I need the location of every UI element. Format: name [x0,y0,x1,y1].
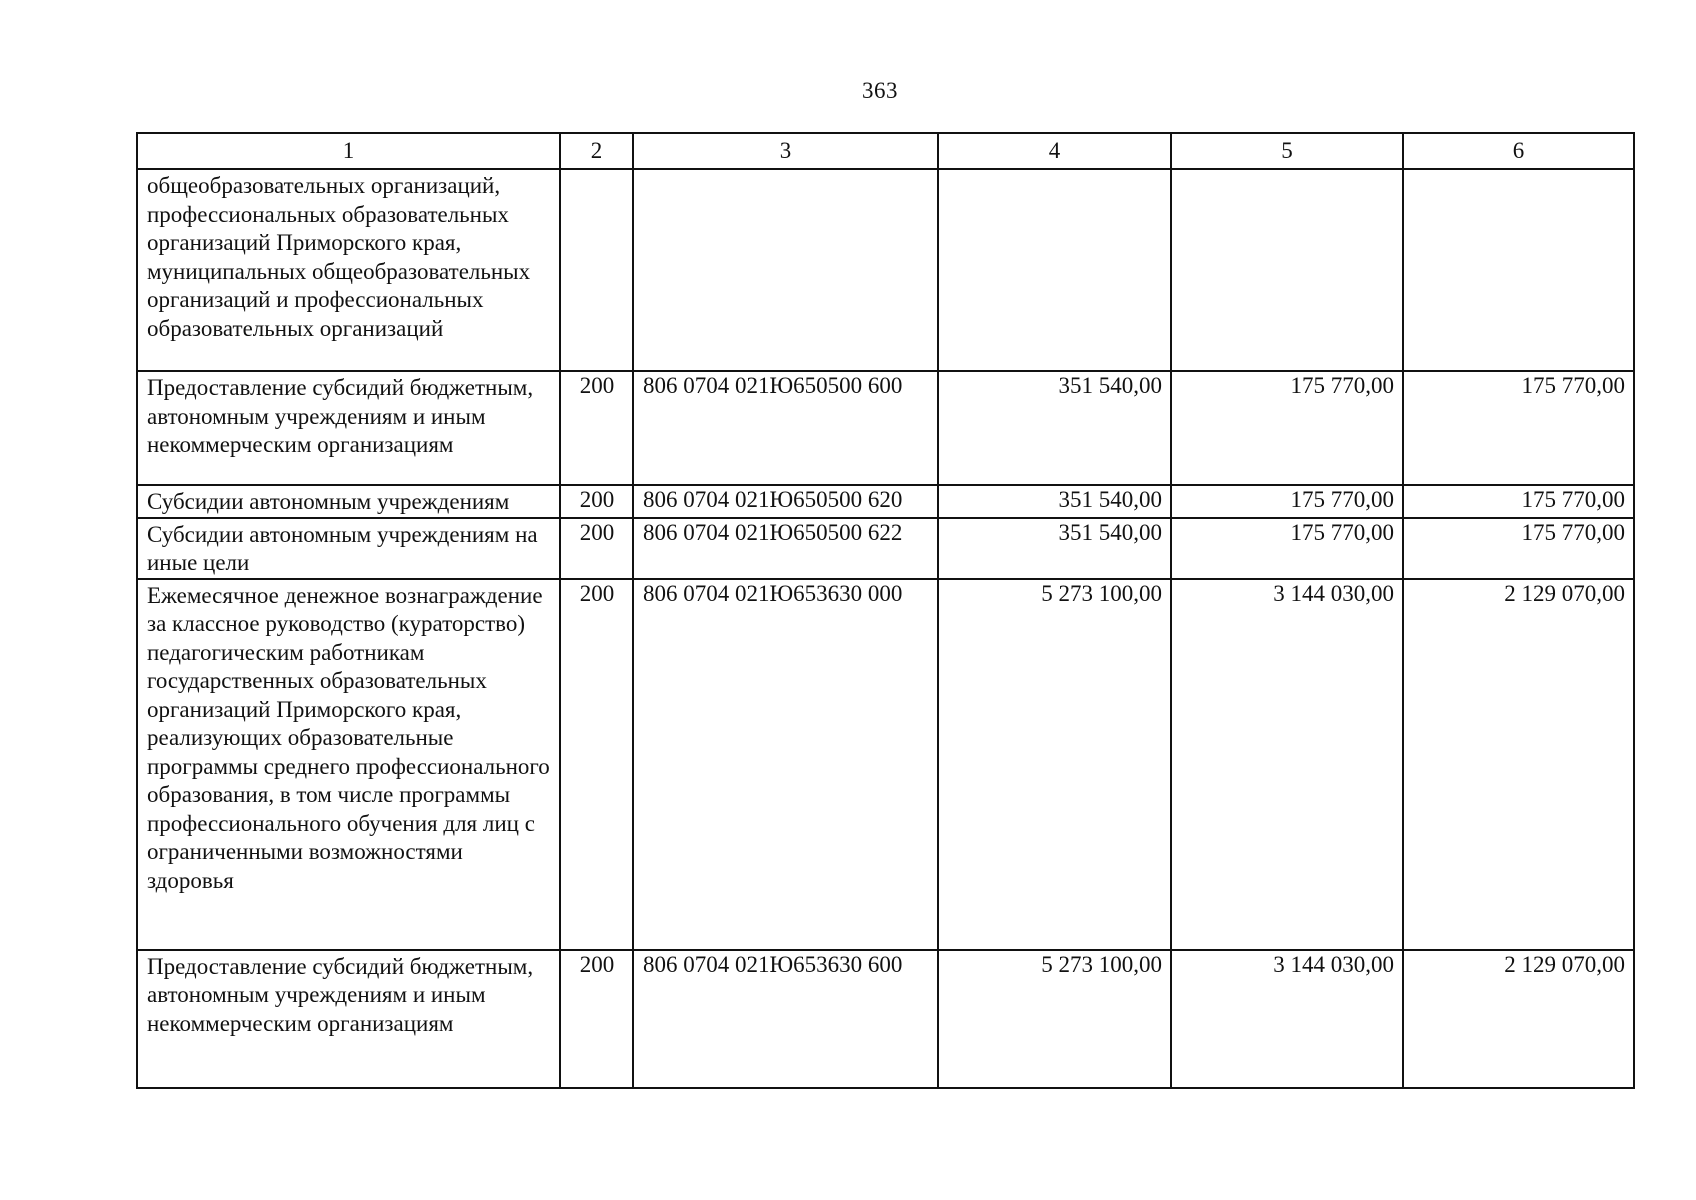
row-col4-cell: 351 540,00 [938,518,1171,579]
page-number: 363 [862,78,898,103]
row-name-cell [137,950,560,1088]
table-row [137,485,1634,518]
row-name: Предоставление субсидий бюджетным, автономным учреждениям и иным некоммерческим организациям [147,375,534,457]
table-row [137,169,1634,371]
table-row [137,518,1634,579]
column-header-2: 2 [560,133,633,169]
row-code-cell: 200 [560,579,633,950]
row-kbk-cell: 806 0704 021Ю650500 600 [633,371,938,485]
row-code-cell: 200 [560,518,633,579]
column-header-5: 5 [1171,133,1403,169]
row-col4-cell: 351 540,00 [938,485,1171,518]
row-code-cell: 200 [560,950,633,1088]
row-name: общеобразовательных организаций, профессиональных образовательных организаций Приморского края, муниципальных общеобразовательных организаций и профессиональных образовательных организаций [147,173,531,341]
row-col6-cell: 175 770,00 [1403,371,1634,485]
row-code-cell: 200 [560,485,633,518]
row-col4-cell: 5 273 100,00 [938,579,1171,950]
row-col6-cell: 175 770,00 [1403,485,1634,518]
row-name-cell [137,371,560,485]
row-col5-cell: 3 144 030,00 [1171,950,1403,1088]
table-row [137,950,1634,1088]
row-name-cell [137,485,560,518]
row-name: Субсидии автономным учреждениям [147,489,510,514]
row-col4-cell [938,169,1171,371]
row-col6-cell [1403,169,1634,371]
row-kbk-cell: 806 0704 021Ю650500 622 [633,518,938,579]
row-name-cell [137,579,560,950]
column-header-6: 6 [1403,133,1634,169]
row-name: Ежемесячное денежное вознаграждение за классное руководство (кураторство) педагогическим работникам государственных образовательных организаций Приморского края, реализующих образовательные программы среднего профессионального образования, в том числе программы профессионального обучения для лиц с ограниченными возможностями здоровья [147,582,550,893]
row-kbk-cell: 806 0704 021Ю650500 620 [633,485,938,518]
column-header-4: 4 [938,133,1171,169]
table-row [137,371,1634,485]
row-col5-cell: 175 770,00 [1171,371,1403,485]
column-header-1: 1 [137,133,560,169]
budget-table [136,132,1635,1089]
row-col4-cell: 351 540,00 [938,371,1171,485]
row-col6-cell: 175 770,00 [1403,518,1634,579]
row-col5-cell [1171,169,1403,371]
row-name-cell [137,169,560,371]
row-col5-cell: 175 770,00 [1171,485,1403,518]
row-name: Предоставление субсидий бюджетным, автономным учреждениям и иным некоммерческим организациям [147,953,534,1036]
row-name: Субсидии автономным учреждениям на иные цели [147,521,538,575]
row-name-cell [137,518,560,579]
row-col4-cell: 5 273 100,00 [938,950,1171,1088]
row-col5-cell: 175 770,00 [1171,518,1403,579]
column-header-3: 3 [633,133,938,169]
row-col6-cell: 2 129 070,00 [1403,950,1634,1088]
row-kbk-cell: 806 0704 021Ю653630 000 [633,579,938,950]
row-col6-cell: 2 129 070,00 [1403,579,1634,950]
table-row [137,579,1634,950]
row-col5-cell: 3 144 030,00 [1171,579,1403,950]
row-kbk-cell: 806 0704 021Ю653630 600 [633,950,938,1088]
table-header-row [137,133,1634,169]
row-code-cell [560,169,633,371]
row-kbk-cell [633,169,938,371]
row-code-cell: 200 [560,371,633,485]
